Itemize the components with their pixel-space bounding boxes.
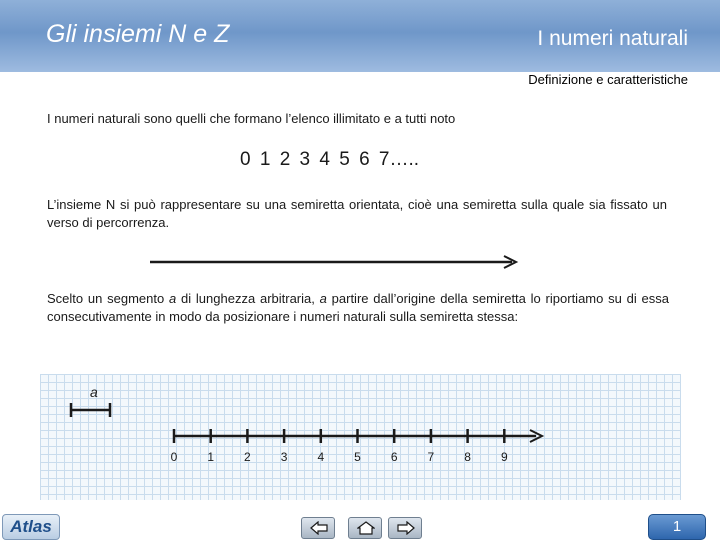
header-title: Gli insiemi N e Z (46, 20, 230, 48)
home-button[interactable] (348, 517, 382, 539)
number-label: 9 (500, 450, 508, 464)
number-label: 8 (464, 450, 471, 464)
forward-arrow-icon (397, 521, 415, 535)
number-label: 3 (280, 450, 288, 464)
section-title: I numeri naturali (537, 27, 688, 50)
number-line (60, 400, 560, 450)
number-label: 4 (317, 450, 325, 464)
intro-text: I numeri naturali sono quelli che formano l’elenco illimitato e a tutti noto (47, 111, 456, 126)
slide-subtitle: Definizione e caratteristiche (528, 72, 688, 87)
header-banner (0, 0, 720, 72)
segment-a-label: a (90, 384, 98, 400)
number-label: 1 (207, 450, 215, 464)
home-icon (357, 521, 375, 535)
back-button[interactable] (301, 517, 335, 539)
back-arrow-icon (310, 521, 328, 535)
number-label: 6 (390, 450, 398, 464)
atlas-logo: Atlas (2, 514, 60, 540)
natural-numbers-sequence: 0 1 2 3 4 5 6 7….. (240, 149, 420, 170)
number-label: 5 (354, 450, 361, 464)
page-number: 1 (648, 514, 706, 540)
forward-button[interactable] (388, 517, 422, 539)
oriented-ray (140, 250, 530, 274)
number-label: 0 (170, 450, 178, 464)
segment-description: Scelto un segmento a di lunghezza arbitraria, a partire dall’origine della semiretta lo riportiamo su di essa consecutivamente in modo da posizionare i numeri naturali sulla semiretta stessa: (47, 291, 669, 324)
number-label: 2 (244, 450, 251, 464)
ray-description: L’insieme N si può rappresentare su una semiretta orientata, cioè una semiretta sulla quale sia fissato un verso di percorrenza. (47, 197, 667, 230)
number-label: 7 (427, 450, 435, 464)
